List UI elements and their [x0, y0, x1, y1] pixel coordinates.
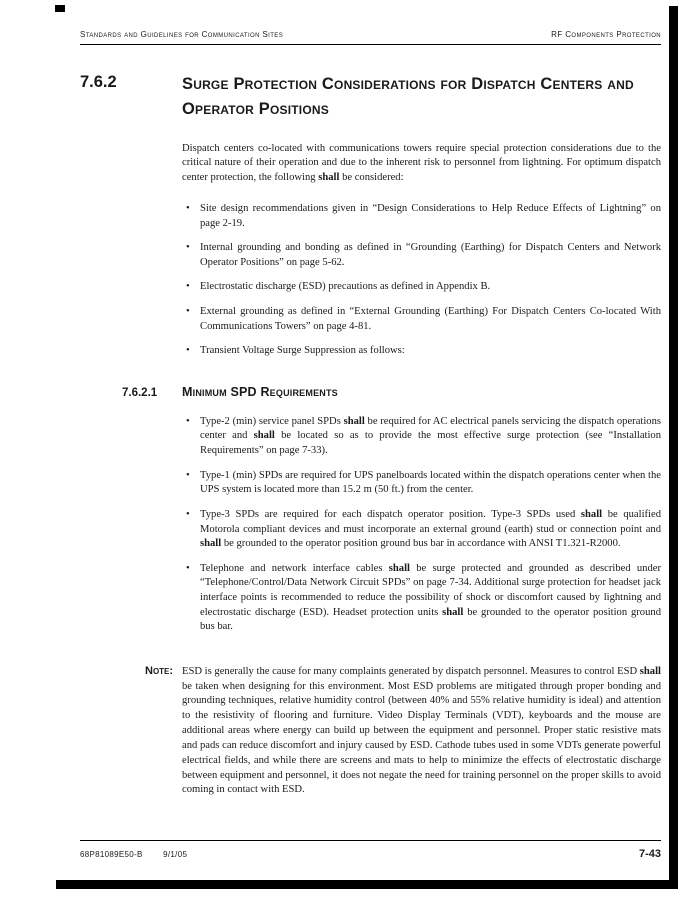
- list-item-text: External grounding as defined in “External Grounding (Earthing) For Dispatch Centers Co-located With Communications Towers” on page 4-81.: [200, 306, 661, 332]
- list-item-text: Type-2 (min) service panel SPDs shall be required for AC electrical panels servicing the dispatch operations center and shall be located so as to provide the most effective surge protection (see “Installation Requirements” on page 7-33).: [200, 415, 662, 457]
- list-item-text: Internal grounding and bonding as defined in “Grounding (Earthing) for Dispatch Centers and Network Operator Positions” on page 5-62.: [200, 242, 661, 268]
- section-number: 7.6.2: [80, 73, 117, 91]
- bullet-icon: •: [186, 345, 190, 357]
- bullet-list: [182, 415, 661, 635]
- header-right-title: RF Components Protection: [551, 30, 661, 39]
- list-item-text: Type-3 SPDs are required for each dispatch operator position. Type-3 SPDs used shall be qualified Motorola compliant devices and must incorporate an external ground (earth) stud or connection point and shall be grounded to the operator position ground bus bar in accordance with ANSI T1.321-R2000.: [200, 508, 661, 550]
- footer-date: 9/1/05: [163, 850, 188, 859]
- list-item: [182, 562, 661, 635]
- list-item: [182, 344, 661, 359]
- bullet-icon: •: [186, 242, 190, 254]
- list-item-text: Telephone and network interface cables shall be surge protected and grounded as described under “Telephone/Control/Data Network Circuit SPDs” on page 7-34. Additional surge protection for headset jack interface points is recommended to reduce the possibility of shock or discomfort caused by lightning and electrostatic discharge (ESD). Headset protection units shall be grounded to the operator position ground bus bar.: [200, 562, 661, 633]
- scan-mark-topleft: [55, 5, 65, 12]
- page-header: [80, 30, 661, 45]
- bullet-icon: •: [186, 469, 190, 481]
- bullet-icon: •: [186, 281, 190, 293]
- scan-edge-right: [669, 6, 678, 889]
- header-left-title: Standards and Guidelines for Communication Sites: [80, 30, 284, 39]
- list-item-text: Transient Voltage Surge Suppression as follows:: [200, 345, 405, 357]
- list-item-text: Electrostatic discharge (ESD) precautions as defined in Appendix B.: [200, 281, 491, 293]
- section-body: [182, 142, 661, 359]
- section-title: Surge Protection Considerations for Dispatch Centers and Operator Positions: [182, 75, 634, 118]
- subsection-body: [182, 415, 661, 635]
- scan-edge-bottom: [56, 880, 678, 889]
- bullet-icon: •: [186, 202, 190, 214]
- subsection-number: 7.6.2.1: [122, 386, 158, 399]
- list-item: [182, 280, 661, 295]
- page-content: [80, 30, 661, 798]
- page-number: 7-43: [638, 848, 661, 860]
- bullet-list: [182, 202, 661, 359]
- bullet-icon: •: [186, 306, 190, 318]
- section-intro: Dispatch centers co-located with communications towers require special protection considerations due to the critical nature of their operation and due to the inherent risk to personnel from lightning. For optimum dispatch center protection, the following shall be considered:: [182, 142, 661, 184]
- list-item-text: Type-1 (min) SPDs are required for UPS panelboards located within the dispatch operations center when the UPS system is located more than 15.2 m (50 ft.) from the center.: [200, 469, 661, 496]
- subsection-heading: [122, 385, 661, 399]
- bullet-icon: •: [186, 562, 190, 574]
- subsection-title: Minimum SPD Requirements: [182, 384, 338, 399]
- list-item: [182, 508, 661, 552]
- note-text: ESD is generally the cause for many complaints generated by dispatch personnel. Measures to control ESD shall be taken when designing for this environment. Most ESD problems are mitigated through proper bonding and grounding techniques, relative humidity control (between 40% and 55% relative humidity is ideal) and attention to the resistivity of flooring and furniture. Video Display Terminals (VDT), keyboards and the mouse are additional areas where energy can build up between the equipment and personnel. Proper static resistive mats and pads can reduce discomfort and injury caused by ESD. Cathode tubes used in some VDTs generate powerful electrical fields, and while there are screens and mats to help to minimize the effects of electrostatic discharge between equipment and personnel, it does not negate the need for training personnel on the proper skills to avoid coming in contact with ESD.: [182, 665, 661, 796]
- footer-left: [80, 850, 187, 859]
- footer-doc-number: 68P81089E50-B: [80, 850, 143, 859]
- bullet-icon: •: [186, 415, 190, 427]
- section-heading: [80, 72, 661, 122]
- list-item: [182, 469, 661, 498]
- bullet-icon: •: [186, 508, 190, 520]
- list-item: [182, 202, 661, 231]
- list-item: [182, 305, 661, 334]
- page-footer: [80, 840, 661, 860]
- list-item-text: Site design recommendations given in “Design Considerations to Help Reduce Effects of Lightning” on page 2-19.: [200, 202, 661, 229]
- note-block: [145, 665, 661, 798]
- list-item: [182, 415, 661, 459]
- note-label: Note:: [145, 664, 174, 677]
- list-item: [182, 241, 661, 270]
